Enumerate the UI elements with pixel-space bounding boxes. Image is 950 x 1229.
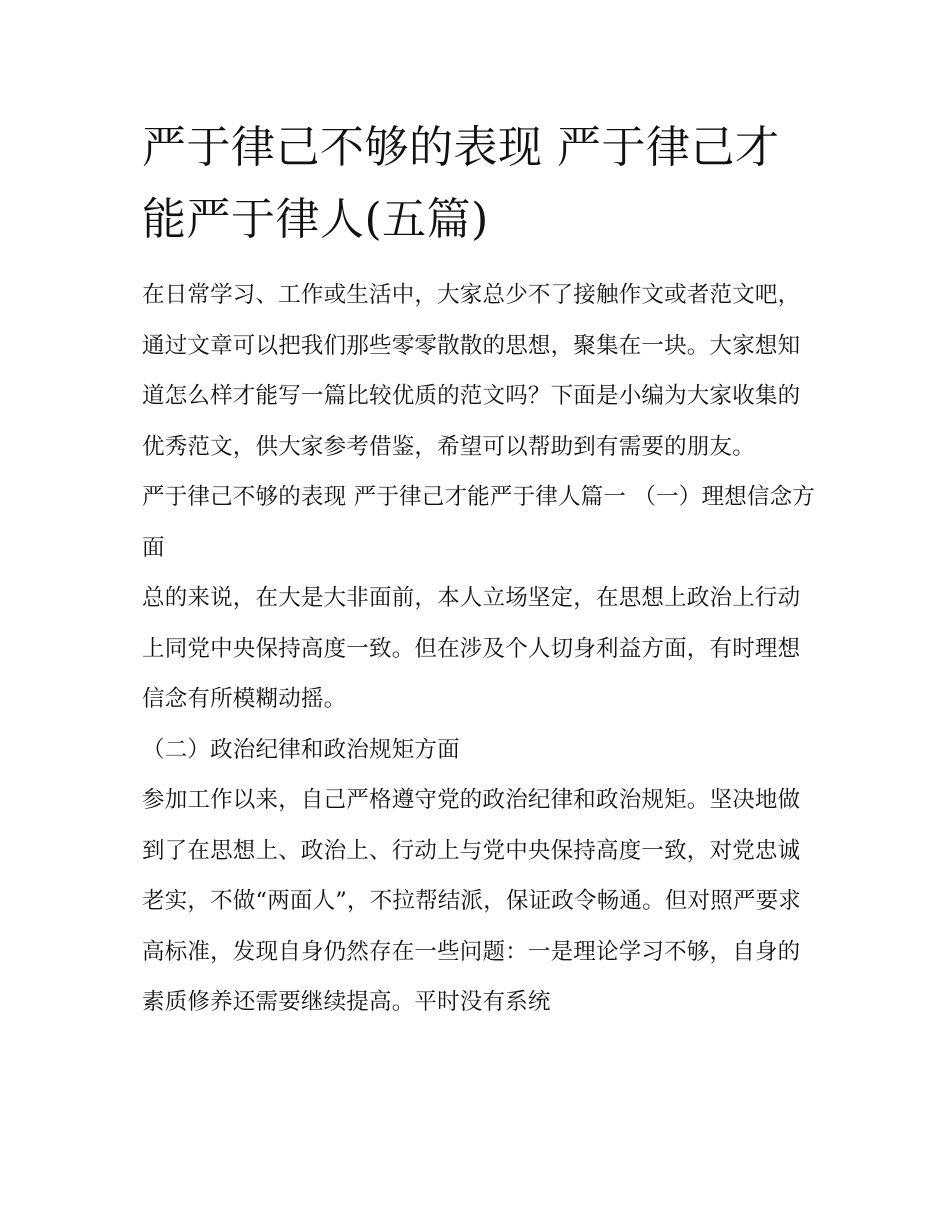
body-paragraph-ideals: 总的来说，在大是大非面前，本人立场坚定，在思想上政治上行动上同党中央保持高度一致。但在涉及个人切身利益方面，有时理想信念有所模糊动摇。: [142, 585, 801, 712]
document-body: [142, 112, 822, 1028]
section-heading-ideals: 严于律己不够的表现 严于律己才能严于律人篇一 （一）理想信念方面: [142, 484, 816, 561]
document-title: 严于律己不够的表现 严于律己才能严于律人(五篇): [142, 122, 780, 245]
body-paragraph-discipline: 参加工作以来，自己严格遵守党的政治纪律和政治规矩。坚决地做到了在思想上、政治上、行动上与党中央保持高度一致，对党忠诚老实，不做“两面人”，不拉帮结派，保证政令畅通。但对照严要求高标准，发现自身仍然存在一些问题：一是理论学习不够，自身的素质修养还需要继续提高。平时没有系统: [142, 787, 802, 1015]
intro-paragraph: 在日常学习、工作或生活中，大家总少不了接触作文或者范文吧，通过文章可以把我们那些零零散散的思想，聚集在一块。大家想知道怎么样才能写一篇比较优质的范文吗？下面是小编为大家收集的优秀范文，供大家参考借鉴，希望可以帮助到有需要的朋友。: [142, 282, 801, 460]
section-heading-discipline: （二）政治纪律和政治规矩方面: [142, 736, 460, 763]
